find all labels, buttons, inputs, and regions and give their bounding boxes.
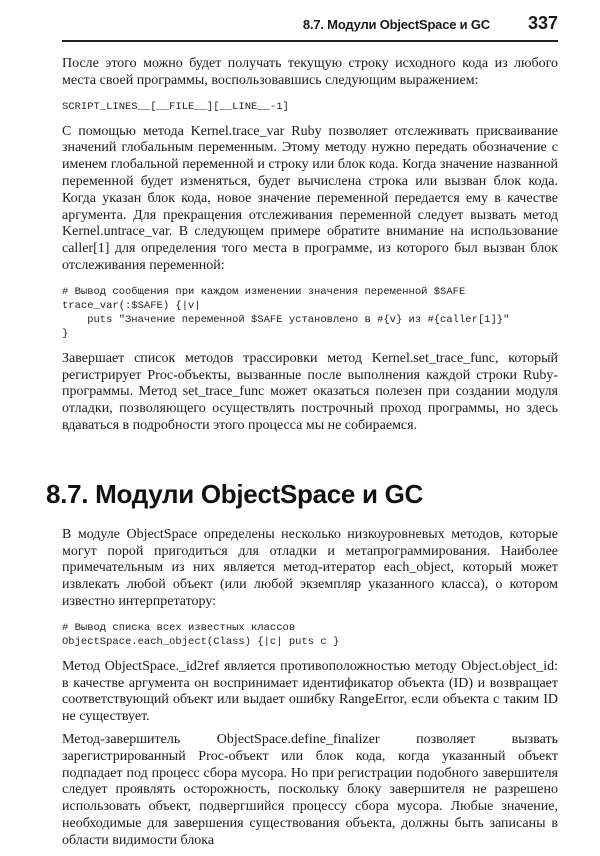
paragraph: В модуле ObjectSpace определены несколько низкоуровневых методов, которые могут порой пригодиться для отладки и метапрограммирования. Наиболее примечательным из них является метод-итератор each_object, который может извлекать любой объект (или любой экземпляр указанного класса), о котором известно интерпретатору:: [62, 526, 558, 609]
paragraph: После этого можно будет получать текущую строку исходного кода из любого места своей программы, воспользовавшись следующим выражением:: [62, 56, 558, 88]
page-content: [46, 56, 558, 856]
code-block: # Вывод сообщения при каждом изменении значения переменной $SAFE trace_var(:$SAFE) {|v| puts "Значение переменной $SAFE установлено в #{v} из #{caller[1]}" }: [62, 285, 510, 340]
code-block: SCRIPT_LINES__[__FILE__][__LINE__-1]: [62, 100, 289, 113]
paragraph: Завершает список методов трассировки метод Kernel.set_trace_func, который регистрирует Proc-объекты, вызванные после выполнения каждой строки Ruby-программы. Метод set_trace_func может оказаться полезен при создании модуля отладки, позволяющего осуществлять построчный проход программы, но здесь вдаваться в подробности этого процесса мы не собираемся.: [62, 350, 558, 433]
paragraph: С помощью метода Kernel.trace_var Ruby позволяет отслеживать присваивание значений глобальным переменным. Этому методу нужно передать обозначение с именем глобальной переменной и строку или блок кода. Когда значение названной переменной будет изменяться, будет вычислена строка или вызван блок кода. Когда указан блок кода, новое значение переменной передается ему в качестве аргумента. Для прекращения отслеживания переменной следует вызвать метод Kernel.untrace_var. В следующем примере обратите внимание на использование caller[1] для определения того места в программе, из которого был вызван блок отслеживания переменной:: [62, 123, 558, 273]
paragraph: Метод ObjectSpace._id2ref является противоположностью методу Object.object_id: в качестве аргумента он воспринимает идентификатор объекта (ID) и возвращает соответствующий объект или выдает ошибку RangeError, если объекта с таким ID не существует.: [62, 658, 558, 725]
running-title: 8.7. Модули ObjectSpace и GC: [302, 17, 490, 32]
paragraph: Метод-завершитель ObjectSpace.define_finalizer позволяет вызвать зарегистрированный Proc-объект или блок кода, когда указанный объект подпадает под процесс сбора мусора. Но при регистрации подобного завершителя следует проявлять осторожность, поскольку блоку завершителя не разрешено использовать объект, подвергшийся процессу сбора мусора. Любые значение, необходимые для завершения существования объекта, должны быть записаны в области видимости блока: [62, 731, 558, 848]
code-block: # Вывод списка всех известных классов ObjectSpace.each_object(Class) {|c| puts c }: [62, 621, 340, 648]
section-heading: 8.7. Модули ObjectSpace и GC: [46, 478, 423, 509]
page-header: [62, 10, 558, 42]
page-number: 337: [527, 13, 558, 33]
